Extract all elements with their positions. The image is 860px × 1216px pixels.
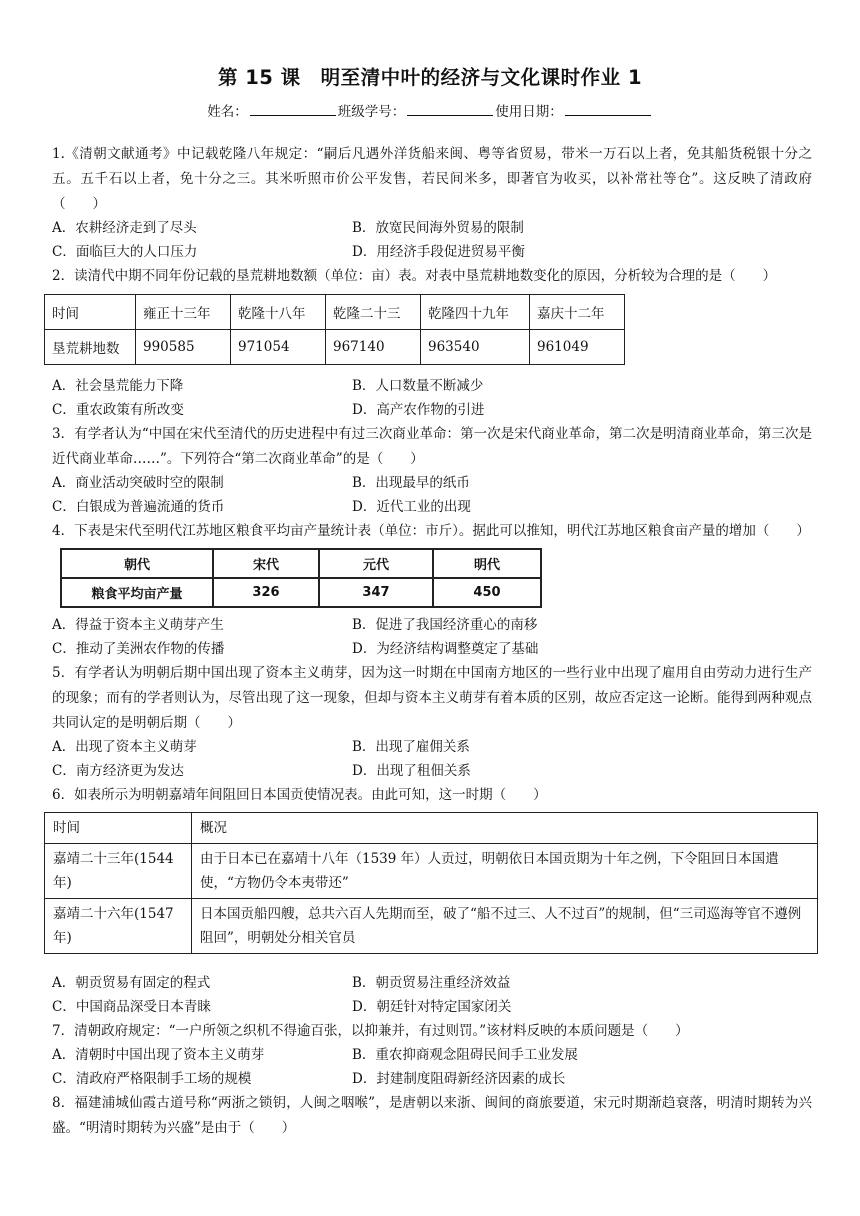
question-5-text: 5．有学者认为明朝后期中国出现了资本主义萌芽，因为这一时期在中国南方地区的一些行业中出现了雇用自由劳动力进行生产的现象；而有的学者则认为，尽管出现了这一现象，但却与资本主义萌芽有着本质的区别，故应否定这一论断。能得到两种观点共同认定的是明朝后期（ ） [52, 665, 812, 731]
option-a[interactable]: A．农耕经济走到了尽头 [52, 220, 197, 236]
table-cell: 嘉靖二十三年(1544年) [45, 844, 192, 899]
table-cell: 967140 [326, 330, 421, 365]
option-c[interactable]: C．白银成为普遍流通的货币 [52, 498, 225, 515]
table-cell: 乾隆十八年 [231, 295, 326, 330]
option-b[interactable]: B．放宽民间海外贸易的限制 [352, 220, 524, 236]
option-d[interactable]: D．高产农作物的引进 [352, 401, 485, 418]
option-c[interactable]: C．清政府严格限制手工场的规模 [52, 1070, 252, 1087]
table-cell: 朝代 [61, 549, 213, 578]
option-c[interactable]: C．南方经济更为发达 [52, 762, 184, 779]
option-b[interactable]: B．重农抑商观念阻碍民间手工业发展 [352, 1047, 578, 1063]
option-d[interactable]: D．为经济结构调整奠定了基础 [352, 640, 539, 657]
option-c[interactable]: C．中国商品深受日本青睐 [52, 998, 211, 1015]
question-7-text: 7．清朝政府规定：“一户所领之织机不得逾百张，以抑兼并，有过则罚。”该材料反映的本质问题是（ ） [52, 1023, 689, 1039]
question-1-text: 1.《清朝文献通考》中记载乾隆八年规定：“嗣后凡遇外洋货船来闽、粤等省贸易，带米一万石以上者，免其船货税银十分之五。五千石以上者，免十分之三。其米听照市价公平发售，若民间米多，即著官为收买，以补常社等仓”。这反映了清政府（ ） [52, 146, 812, 212]
grain-yield-table [60, 548, 542, 608]
option-b[interactable]: B．出现最早的纸币 [352, 475, 470, 491]
option-a[interactable]: A．朝贡贸易有固定的程式 [52, 975, 211, 991]
option-b[interactable]: B．人口数量不断减少 [352, 378, 484, 394]
table-cell: 326 [213, 578, 319, 607]
option-b[interactable]: B．促进了我国经济重心的南移 [352, 617, 538, 633]
option-c[interactable]: C．重农政策有所改变 [52, 401, 184, 418]
question-3-options [52, 472, 812, 519]
question-7-options [52, 1044, 812, 1091]
table-cell: 乾隆二十三 [326, 295, 421, 330]
table-row [45, 844, 818, 899]
table-cell: 乾隆四十九年 [421, 295, 530, 330]
table-cell: 由于日本已在嘉靖十八年（1539 年）人贡过，明朝依日本国贡期为十年之例，下令阻回日本国遣使，“方物仍令本夷带还” [192, 844, 818, 899]
table-cell: 元代 [319, 549, 433, 578]
table-row [61, 578, 541, 607]
option-a[interactable]: A．商业活动突破时空的限制 [52, 475, 224, 491]
option-a[interactable]: A．出现了资本主义萌芽 [52, 739, 197, 755]
table-header-row [45, 295, 625, 330]
option-d[interactable]: D．出现了租佃关系 [352, 762, 471, 779]
questions [52, 142, 812, 1141]
option-b[interactable]: B．朝贡贸易注重经济效益 [352, 975, 511, 991]
table-cell: 961049 [530, 330, 625, 365]
table-header-row [45, 813, 818, 844]
table-cell: 450 [433, 578, 541, 607]
question-8-text: 8．福建浦城仙霞古道号称“两浙之锁钥，人闽之咽喉”，是唐朝以来浙、闽间的商旅要道，宋元时期渐趋衰落，明清时期转为兴盛。“明清时期转为兴盛”是由于（ ） [52, 1095, 812, 1136]
option-c[interactable]: C．面临巨大的人口压力 [52, 243, 198, 260]
question-2-text: 2．读清代中期不同年份记载的垦荒耕地数额（单位：亩）表。对表中垦荒耕地数变化的原因，分析较为合理的是（ ） [52, 268, 777, 284]
table-cell: 垦荒耕地数 [45, 330, 136, 365]
class-blank[interactable] [407, 102, 493, 116]
question-6-text: 6．如表所示为明朝嘉靖年间阻回日本国贡使情况表。由此可知，这一时期（ ） [52, 787, 547, 803]
table-cell: 时间 [45, 813, 192, 844]
question-6-options [52, 972, 812, 1019]
table-cell: 宋代 [213, 549, 319, 578]
option-d[interactable]: D．近代工业的出现 [352, 498, 471, 515]
name-label: 姓名： [207, 104, 248, 120]
table-row [45, 899, 818, 954]
table-cell: 日本国贡船四艘，总共六百人先期而至，破了“船不过三、人不过百”的规制，但“三司巡海等官不遵例阻回”，明朝处分相关官员 [192, 899, 818, 954]
table-cell: 990585 [136, 330, 231, 365]
table-cell: 嘉靖二十六年(1547年) [45, 899, 192, 954]
option-d[interactable]: D．用经济手段促进贸易平衡 [352, 243, 525, 260]
question-1-options [52, 217, 812, 264]
table-cell: 嘉庆十二年 [530, 295, 625, 330]
question-3-text: 3．有学者认为“中国在宋代至清代的历史进程中有过三次商业革命：第一次是宋代商业革命，第二次是明清商业革命，第三次是近代商业革命……”。下列符合“第二次商业革命”的是（ ） [52, 426, 812, 467]
question-4-options [52, 614, 812, 661]
table-cell: 时间 [45, 295, 136, 330]
student-info-line [0, 100, 860, 120]
date-label: 使用日期： [495, 104, 563, 120]
date-blank[interactable] [565, 102, 651, 116]
name-blank[interactable] [250, 102, 336, 116]
option-a[interactable]: A．清朝时中国出现了资本主义萌芽 [52, 1047, 265, 1063]
class-label: 班级学号： [337, 104, 406, 120]
option-d[interactable]: D．朝廷针对特定国家闭关 [352, 998, 512, 1015]
option-b[interactable]: B．出现了雇佣关系 [352, 739, 470, 755]
option-a[interactable]: A．社会垦荒能力下降 [52, 378, 184, 394]
table-header-row [61, 549, 541, 578]
table-cell: 雍正十三年 [136, 295, 231, 330]
question-2-options [52, 375, 812, 422]
table-cell: 971054 [231, 330, 326, 365]
table-cell: 963540 [421, 330, 530, 365]
option-a[interactable]: A．得益于资本主义萌芽产生 [52, 617, 224, 633]
page-title: 第 15 课 明至清中叶的经济与文化课时作业 1 [217, 66, 643, 89]
table-cell: 347 [319, 578, 433, 607]
question-5-options [52, 736, 812, 783]
option-c[interactable]: C．推动了美洲农作物的传播 [52, 640, 225, 657]
table-cell: 概况 [192, 813, 818, 844]
question-4-text: 4．下表是宋代至明代江苏地区粮食平均亩产量统计表（单位：市斤）。据此可以推知，明代江苏地区粮食亩产量的增加（ ） [52, 523, 810, 539]
table-row [45, 330, 625, 365]
reclaimed-land-table [44, 294, 625, 365]
table-cell: 粮食平均亩产量 [61, 578, 213, 607]
option-d[interactable]: D．封建制度阻碍新经济因素的成长 [352, 1070, 566, 1087]
table-cell: 明代 [433, 549, 541, 578]
japan-envoy-table [44, 812, 818, 954]
